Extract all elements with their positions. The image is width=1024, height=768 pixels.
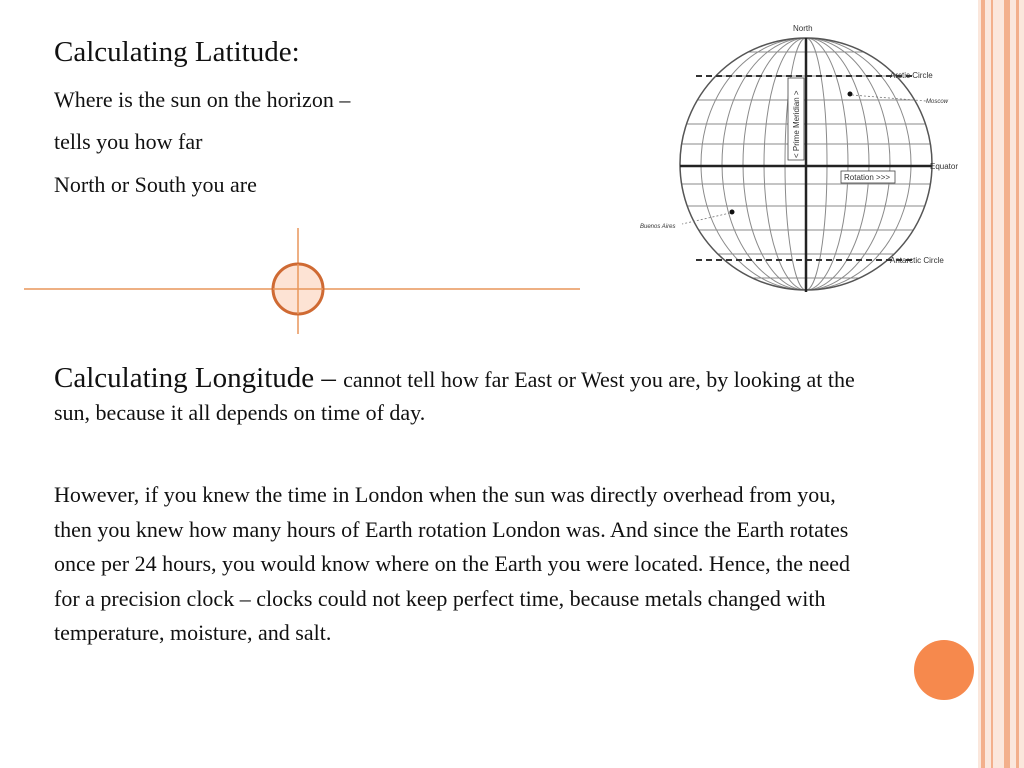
antarctic-circle-label: Antarctic Circle: [890, 256, 944, 265]
latitude-heading: Calculating Latitude:: [54, 36, 300, 68]
divider-ornament: [24, 228, 584, 348]
buenos-aires-label: Buenos Aires: [640, 224, 676, 230]
latitude-line-2: tells you how far: [54, 129, 203, 154]
longitude-intro: [54, 362, 884, 429]
longitude-paragraph: However, if you knew the time in London when the sun was directly overhead from you, then you knew how many hours of Earth rotation London was. And since the Earth rotates once per 24 hours, you would know where on the Earth you were located. Hence, the need for a precision clock – clocks could not keep perfect time, because metals changed with temperature, moisture, and salt.: [54, 482, 851, 645]
globe-diagram: [634, 14, 964, 304]
equator-label: Equator: [930, 162, 959, 171]
right-stripe-line-2: [991, 0, 993, 768]
longitude-text: cannot tell how far East or West you are, by looking at the sun, because it all depends on time of day.: [54, 367, 855, 425]
longitude-heading: Calculating Longitude: [54, 362, 315, 394]
latitude-line-3: North or South you are: [54, 172, 257, 197]
prime-meridian-label: < Prime Meridian >: [792, 90, 801, 158]
north-label: North: [793, 24, 813, 33]
right-stripe-line-1: [981, 0, 985, 768]
rotation-label: Rotation >>>: [844, 173, 891, 182]
longitude-dash: –: [314, 362, 344, 394]
latitude-line-1: Where is the sun on the horizon –: [54, 87, 351, 112]
right-stripe-line-4: [1016, 0, 1019, 768]
right-stripe-line-3: [1004, 0, 1010, 768]
moscow-label: Moscow: [926, 99, 949, 105]
accent-circle: [914, 640, 974, 700]
arctic-circle-label: Arctic Circle: [890, 71, 933, 80]
